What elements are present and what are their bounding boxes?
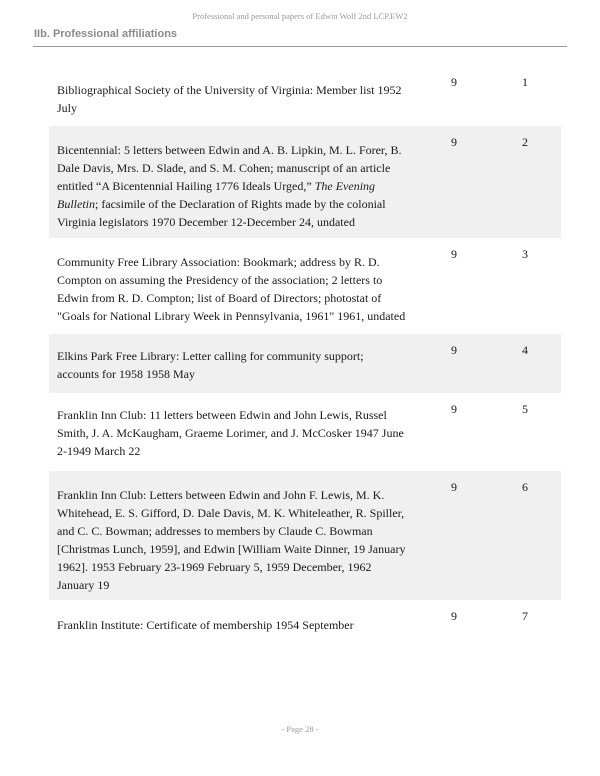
page-number: - Page 28 - [281, 724, 319, 734]
entry-description [57, 81, 407, 117]
list-item [49, 238, 561, 334]
box-number: 9 [451, 343, 457, 357]
entry-text: Franklin Inn Club: 11 letters between Edwin and John Lewis, Russel Smith, J. A. McKaugham, Graeme Lorimer, and J. McCosker 1947 June 2-1949 March 22 [57, 408, 404, 458]
list-item [49, 334, 561, 393]
running-header: Professional and personal papers of Edwin Wolf 2nd LCP.EW2 [192, 11, 408, 21]
entry-text: ; facsimile of the Declaration of Rights made by the colonial Virginia legislators 1970 December 12-December 24, undated [57, 197, 386, 229]
box-number: 9 [451, 75, 457, 89]
list-item [49, 126, 561, 238]
list-item [49, 600, 561, 644]
entry-description [57, 141, 407, 231]
folder-number: 6 [522, 480, 528, 494]
folder-number: 3 [522, 247, 528, 261]
folder-number: 5 [522, 402, 528, 416]
box-number: 9 [451, 609, 457, 623]
entry-text: Elkins Park Free Library: Letter calling for community support; accounts for 1958 1958 May [57, 349, 364, 381]
box-number: 9 [451, 247, 457, 261]
box-number: 9 [451, 402, 457, 416]
folder-number: 4 [522, 343, 528, 357]
box-number: 9 [451, 135, 457, 149]
entry-text: Community Free Library Association: Bookmark; address by R. D. Compton on assuming the Presidency of the association; 2 letters to Edwin from R. D. Compton; list of Board of Directors; photostat of "Goals for National Library Week in Pennsylvania, 1961" 1961, undated [57, 255, 406, 323]
publication-title: The Evening Bulletin [57, 179, 376, 211]
entry-description [57, 347, 407, 383]
entry-text: Bibliographical Society of the University of Virginia: Member list 1952 July [57, 83, 402, 115]
entry-text: Franklin Institute: Certificate of membership 1954 September [57, 618, 354, 632]
list-item [49, 58, 561, 126]
list-item [49, 471, 561, 600]
folder-number: 7 [522, 609, 528, 623]
entry-description [57, 406, 407, 460]
folder-number: 1 [522, 75, 528, 89]
entry-text: Bicentennial: 5 letters between Edwin and A. B. Lipkin, M. L. Forer, B. Dale Davis, Mrs. D. Slade, and S. M. Cohen; manuscript of an article entitled “A Bicentennial Hailing 1776 Ideals Urged,” [57, 143, 402, 193]
section-heading: IIb. Professional affiliations [34, 28, 178, 40]
list-item [49, 393, 561, 471]
entry-description [57, 486, 407, 594]
folder-number: 2 [522, 135, 528, 149]
section-divider [33, 46, 567, 47]
box-number: 9 [451, 480, 457, 494]
entry-description [57, 253, 407, 325]
entries-list [49, 58, 561, 644]
entry-text: Franklin Inn Club: Letters between Edwin and John F. Lewis, M. K. Whitehead, E. S. Gifford, D. Dale Davis, M. K. Whiteleather, R. Spiller, and C. C. Bowman; addresses to members by Claude C. Bowman [Christmas Lunch, 1959], and Edwin [William Waite Dinner, 19 January 1962]. 1953 February 23-1969 February 5, 1959 December, 1962 January 19 [57, 488, 406, 592]
entry-description [57, 616, 407, 634]
